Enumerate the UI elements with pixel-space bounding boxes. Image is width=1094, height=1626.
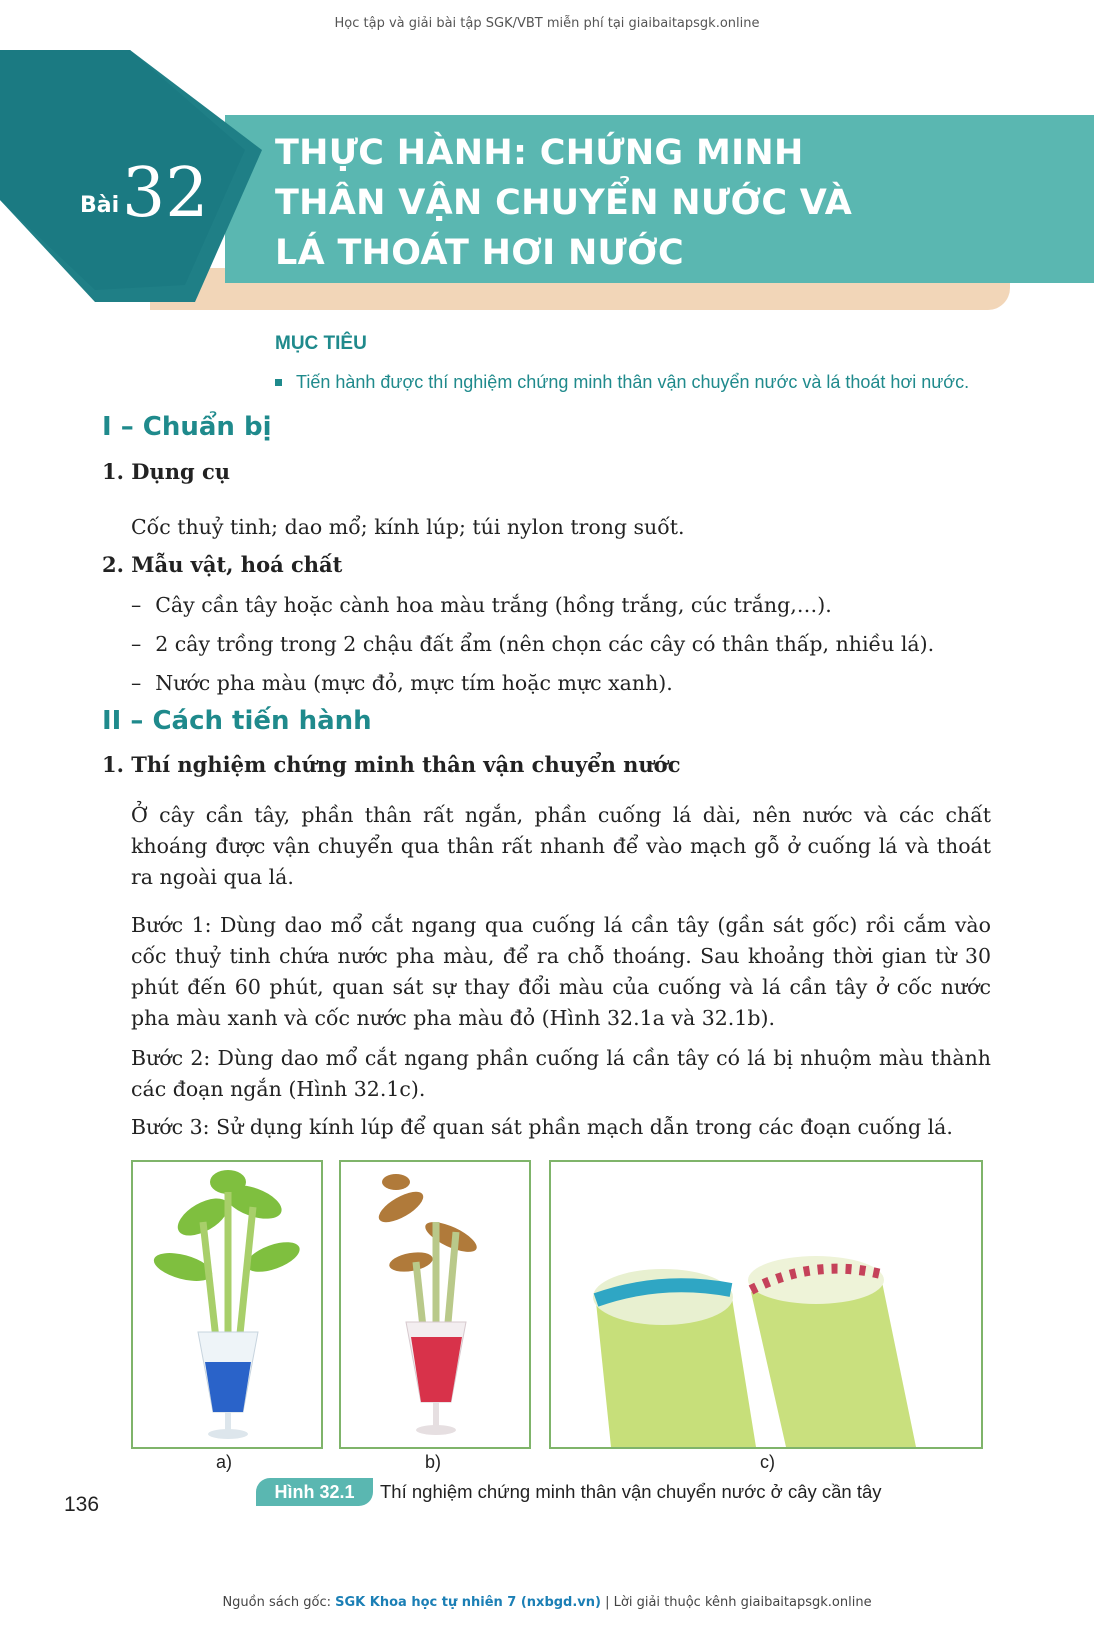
title-line-1: THỰC HÀNH: CHỨNG MINH xyxy=(275,133,804,173)
celery-blue-image xyxy=(133,1162,321,1447)
dash-bullet: – xyxy=(131,593,142,617)
footer-suffix: | Lời giải thuộc kênh giaibaitapsgk.online xyxy=(605,1595,872,1610)
list-item xyxy=(131,593,832,617)
step-1-paragraph: Bước 1: Dùng dao mổ cắt ngang qua cuống lá cần tây (gần sát gốc) rồi cắm vào cốc thuỷ tinh chứa nước pha màu, để ra chỗ thoáng. Sau khoảng thời gian từ 30 phút đến 60 phút, quan sát sự thay đổi màu của cuống và lá cần tây ở cốc nước pha màu xanh và cốc nước pha màu đỏ (Hình 32.1a và 32.1b). xyxy=(131,913,991,1030)
figure-label-c: c) xyxy=(760,1452,775,1472)
figure-badge: Hình 32.1 xyxy=(256,1478,373,1506)
dash-bullet: – xyxy=(131,632,142,656)
title-line-3: LÁ THOÁT HƠI NƯỚC xyxy=(275,233,684,273)
tools-text: Cốc thuỷ tinh; dao mổ; kính lúp; túi nylon trong suốt. xyxy=(131,515,685,539)
section-1-heading: I – Chuẩn bị xyxy=(102,412,272,442)
figure-label-b: b) xyxy=(425,1452,442,1472)
footer-prefix: Nguồn sách gốc: xyxy=(222,1595,331,1610)
objectives-heading: MỤC TIÊU xyxy=(275,333,367,354)
subsection-experiment-1: 1. Thí nghiệm chứng minh thân vận chuyển nước xyxy=(102,752,681,777)
footer xyxy=(0,1595,1094,1610)
step-3-paragraph: Bước 3: Sử dụng kính lúp để quan sát phần mạch dẫn trong các đoạn cuống lá. xyxy=(131,1115,953,1139)
figure-b-celery-red xyxy=(339,1160,531,1449)
figure-label-a: a) xyxy=(216,1452,233,1472)
list-item-text: Cây cần tây hoặc cành hoa màu trắng (hồng trắng, cúc trắng,…). xyxy=(155,593,832,617)
square-bullet-icon xyxy=(275,379,282,386)
lesson-word: Bài xyxy=(80,193,120,218)
list-item xyxy=(131,632,934,656)
figure-a-celery-blue xyxy=(131,1160,323,1449)
objective-text: Tiến hành được thí nghiệm chứng minh thân vận chuyển nước và lá thoát hơi nước. xyxy=(296,372,970,392)
footer-source-link[interactable]: SGK Khoa học tự nhiên 7 (nxbgd.vn) xyxy=(335,1595,601,1610)
page-title xyxy=(275,128,995,278)
figure-c-cut-stalks xyxy=(549,1160,983,1449)
celery-red-image xyxy=(341,1162,529,1447)
list-item-text: 2 cây trồng trong 2 chậu đất ẩm (nên chọn các cây có thân thấp, nhiều lá). xyxy=(155,632,935,656)
dash-bullet: – xyxy=(131,671,142,695)
cut-stalks-image xyxy=(551,1162,981,1447)
objective-item xyxy=(275,372,969,393)
top-note: Học tập và giải bài tập SGK/VBT miễn phí tại giaibaitapsgk.online xyxy=(334,16,760,31)
step-2-paragraph: Bước 2: Dùng dao mổ cắt ngang phần cuống lá cần tây có lá bị nhuộm màu thành các đoạn ngắn (Hình 32.1c). xyxy=(131,1046,991,1101)
intro-paragraph: Ở cây cần tây, phần thân rất ngắn, phần cuống lá dài, nên nước và các chất khoáng được vận chuyển qua thân rất nhanh để vào mạch gỗ ở cuống lá và thoát ra ngoài qua lá. xyxy=(131,803,991,889)
subsection-tools: 1. Dụng cụ xyxy=(102,459,231,484)
section-2-heading: II – Cách tiến hành xyxy=(102,706,372,736)
lesson-number: 32 xyxy=(122,154,209,233)
subsection-specimens: 2. Mẫu vật, hoá chất xyxy=(102,552,343,577)
page-number: 136 xyxy=(64,1493,100,1516)
list-item-text: Nước pha màu (mực đỏ, mực tím hoặc mực xanh). xyxy=(155,671,673,695)
figure-caption: Thí nghiệm chứng minh thân vận chuyển nước ở cây cần tây xyxy=(380,1481,882,1502)
list-item xyxy=(131,671,673,695)
title-line-2: THÂN VẬN CHUYỂN NƯỚC VÀ xyxy=(275,183,853,223)
